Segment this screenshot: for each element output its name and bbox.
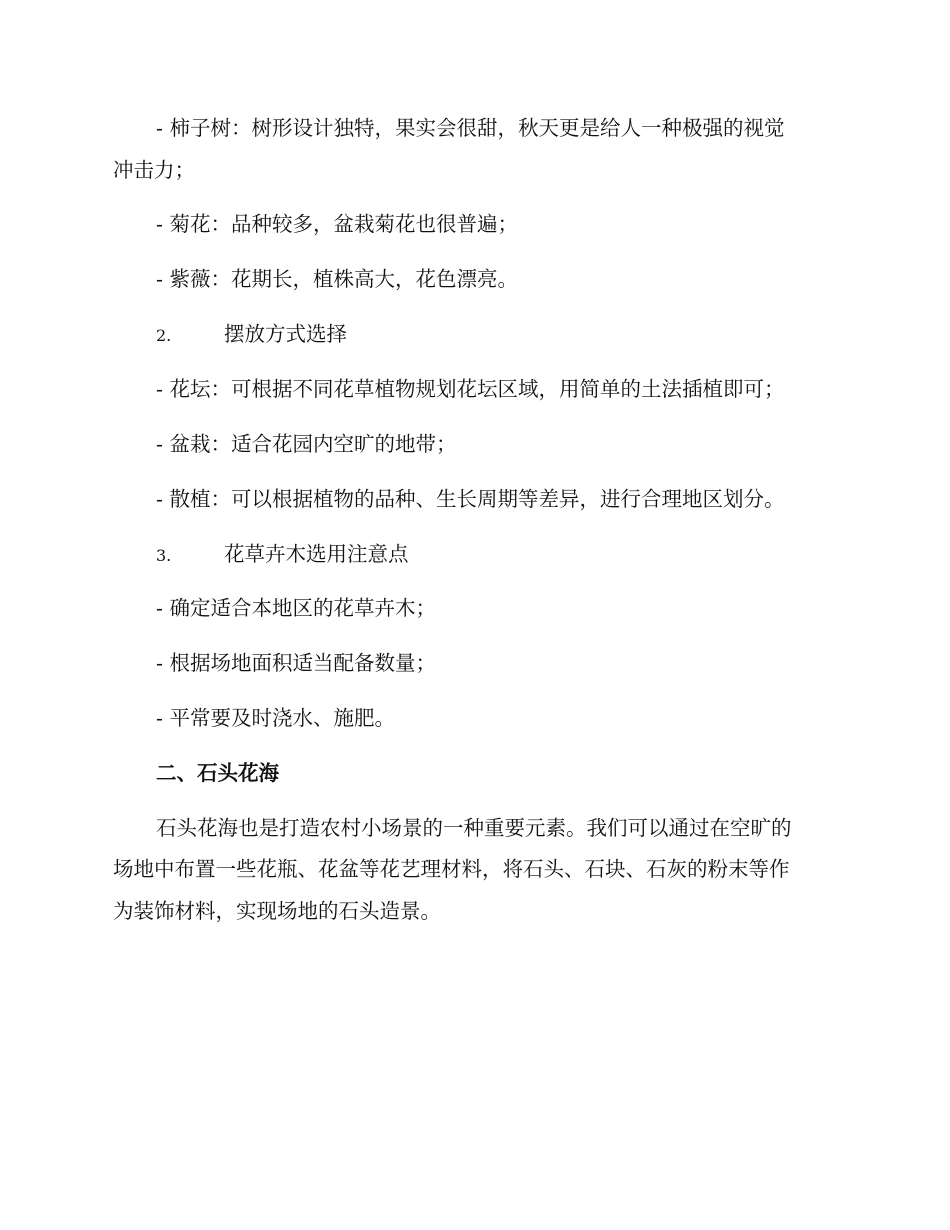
list-item-chrysanthemum: - 菊花：品种较多，盆栽菊花也很普遍； bbox=[156, 212, 518, 236]
list-item-potted: - 盆栽：适合花园内空旷的地带； bbox=[156, 432, 457, 456]
list-item-quantity: - 根据场地面积适当配备数量； bbox=[156, 651, 436, 675]
numbered-heading-notes bbox=[156, 540, 836, 570]
list-item-crape-myrtle: - 紫薇：花期长，植株高大，花色漂亮。 bbox=[156, 267, 518, 291]
list-item-watering: - 平常要及时浇水、施肥。 bbox=[156, 706, 395, 730]
numbered-heading-title: 花草卉木选用注意点 bbox=[224, 542, 409, 566]
numbered-heading-title: 摆放方式选择 bbox=[224, 322, 347, 346]
numbered-heading-number: 3. bbox=[156, 546, 172, 565]
list-item-flower-bed: - 花坛：可根据不同花草植物规划花坛区域，用简单的土法插植即可； bbox=[156, 377, 785, 401]
numbered-heading-placement bbox=[156, 320, 836, 350]
list-item-local-plants: - 确定适合本地区的花草卉木； bbox=[156, 596, 436, 620]
list-item-scattered: - 散植：可以根据植物的品种、生长周期等差异，进行合理地区划分。 bbox=[156, 487, 785, 511]
section-heading-stone-flower-sea: 二、石头花海 bbox=[156, 761, 279, 785]
list-item-persimmon-line1: - 柿子树：树形设计独特，果实会很甜，秋天更是给人一种极强的视觉 bbox=[156, 116, 785, 140]
list-item-persimmon-line2: 冲击力； bbox=[113, 158, 195, 182]
paragraph-line3: 为装饰材料，实现场地的石头造景。 bbox=[113, 899, 441, 923]
numbered-heading-number: 2. bbox=[156, 326, 172, 345]
paragraph-line1: 石头花海也是打造农村小场景的一种重要元素。我们可以通过在空旷的 bbox=[156, 816, 792, 840]
paragraph-line2: 场地中布置一些花瓶、花盆等花艺理材料，将石头、石块、石灰的粉末等作 bbox=[113, 857, 790, 881]
